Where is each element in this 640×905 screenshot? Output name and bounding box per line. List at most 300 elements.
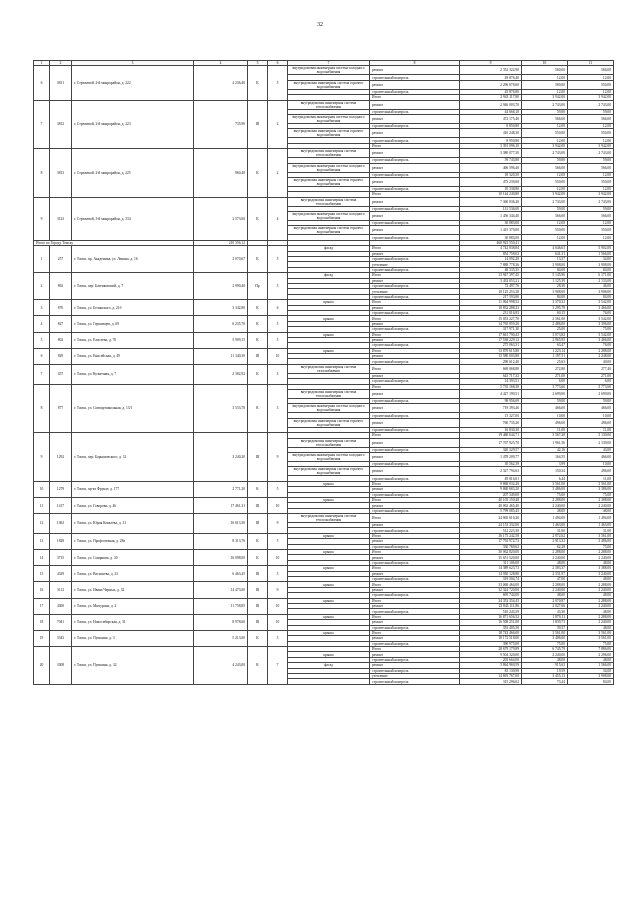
max-unit-cost: 59,00 — [568, 206, 614, 211]
work-system: крыша — [288, 598, 370, 603]
row-number: 6 — [34, 348, 50, 364]
table-row — [34, 100, 614, 109]
floors: 10 — [268, 614, 288, 630]
cost: 33 068 464,00 — [460, 582, 522, 587]
max-unit-cost: 84,00 — [568, 267, 614, 272]
address: г. Томск, ул. Кузнечная, д. 7 — [72, 364, 194, 384]
work-type: ремонт — [370, 373, 460, 378]
work-system: внутридомовая инженерная система теплоснабжения — [288, 100, 370, 109]
work-system: фасад — [288, 273, 370, 278]
unit-cost: 560,00 — [522, 66, 568, 75]
cost: 24 065 610,20 — [460, 514, 522, 523]
cost: 512 223,30 — [460, 528, 522, 533]
unit-cost: 59,00 — [522, 399, 568, 404]
max-unit-cost: 2 288,00 — [568, 614, 614, 619]
work-system: внутридомовая инженерная система горячего водоснабжения — [288, 129, 370, 138]
area: 2 382,92 — [194, 364, 248, 384]
column-header: 6 — [268, 61, 288, 66]
max-unit-cost: 48,00 — [568, 508, 614, 513]
unit-cost: 48,00 — [522, 657, 568, 662]
unit-cost: 1 223,14 — [522, 348, 568, 353]
cost: 275 063,31 — [460, 343, 522, 348]
floors: 3 — [268, 384, 288, 433]
unit-cost: 42,16 — [522, 447, 568, 452]
work-type: Итого — [370, 316, 460, 321]
cost: 14 693 767,00 — [460, 674, 522, 679]
max-unit-cost: 3 486,00 — [568, 539, 614, 544]
cost: 1 478 209,77 — [460, 452, 522, 461]
cost: 10 144 240,80 — [460, 192, 522, 197]
max-unit-cost: 59,00 — [568, 109, 614, 114]
work-type: Итого — [370, 348, 460, 353]
max-unit-cost: 12,00 — [568, 221, 614, 226]
work-system: внутридомовая инженерная система теплоснабжения — [288, 197, 370, 206]
row-number: 14 — [34, 550, 50, 566]
max-unit-cost: 3 542,00 — [568, 300, 614, 305]
address: г. Томск, пр. Академика, ул. Ленина, д. 16 — [72, 246, 194, 273]
max-unit-cost: 496,00 — [568, 418, 614, 427]
work-type: Итого — [370, 614, 460, 619]
work-type: строительный контроль — [370, 206, 460, 211]
building-id: 1363 — [50, 514, 72, 534]
cost: 10 338,80 — [460, 186, 522, 191]
cost: 9 504 320,00 — [460, 652, 522, 657]
address: г. Томск, ул. Ивана Черных, д. 32 — [72, 582, 194, 598]
max-unit-cost: 48,00 — [568, 657, 614, 662]
building-id: 4300 — [50, 598, 72, 614]
work-type: Итого — [370, 630, 460, 635]
building-class: К — [248, 197, 268, 240]
unit-cost: 3 773,60 — [522, 384, 568, 389]
floors: 2 — [268, 149, 288, 198]
cost: 695 744,00 — [460, 593, 522, 598]
area: 16 613,30 — [194, 514, 248, 534]
work-system: крыша — [288, 652, 370, 657]
max-unit-cost: 34,00 — [568, 257, 614, 262]
work-type: строительный контроль — [370, 657, 460, 662]
column-header: 8 — [370, 61, 460, 66]
work-type: ремонт — [370, 503, 460, 508]
work-type: Итого — [370, 566, 460, 571]
row-number: 1 — [34, 246, 50, 273]
work-type: Итого — [370, 481, 460, 486]
cost: 10 832 288,33 — [460, 305, 522, 310]
work-type: строительный контроль — [370, 668, 460, 673]
building-class: К — [248, 246, 268, 273]
unit-cost: 150,34 — [522, 467, 568, 476]
work-system: внутридомовая инженерная система теплоснабжения — [288, 390, 370, 399]
address: г. Томск, пр-кт Фрунзе, д. 177 — [72, 481, 194, 497]
cost: 40 105 150,48 — [460, 497, 522, 502]
cost: 406 596,40 — [460, 163, 522, 172]
unit-cost: 84,00 — [522, 267, 568, 272]
max-unit-cost: 2 240,00 — [568, 503, 614, 508]
row-number: 20 — [34, 647, 50, 685]
work-type: ремонт — [370, 354, 460, 359]
work-type: строительный контроль — [370, 89, 460, 94]
work-type: ремонт — [370, 226, 460, 235]
address: г. Томск, ул. Елисеева, д. 70 — [72, 332, 194, 348]
table-row — [34, 514, 614, 523]
max-unit-cost: 3 942,00 — [568, 143, 614, 148]
work-type: Итого — [370, 497, 460, 502]
max-unit-cost: 84,00 — [568, 294, 614, 299]
unit-cost: 496,00 — [522, 418, 568, 427]
floors: 4 — [268, 197, 288, 240]
row-number: 4 — [34, 316, 50, 332]
work-type: строительный контроль — [370, 379, 460, 384]
max-unit-cost: 1 566,00 — [568, 663, 614, 668]
max-unit-cost: 1 494,00 — [568, 514, 614, 523]
floors: 9 — [268, 582, 288, 598]
unit-cost: 12,00 — [522, 172, 568, 177]
cost: 24 153 332,00 — [460, 523, 522, 528]
work-system: крыша — [288, 300, 370, 305]
work-type: утепление — [370, 674, 460, 679]
work-type: строительный контроль — [370, 577, 460, 582]
max-unit-cost: 3 542,00 — [568, 316, 614, 321]
cost: 23 843 111,86 — [460, 603, 522, 608]
cost: 14 092,28 — [460, 257, 522, 262]
unit-cost: 12,00 — [522, 138, 568, 143]
address: г. Томск, ул. Васильева, д. 23 — [72, 566, 194, 582]
building-class: Ш — [248, 566, 268, 582]
building-id: 1279 — [50, 481, 72, 497]
building-id: 829 — [50, 348, 72, 364]
building-class: Ш — [248, 582, 268, 598]
row-number: 8 — [34, 384, 50, 433]
area: 2 573,60 — [194, 197, 248, 240]
unit-cost: 566,00 — [522, 163, 568, 172]
max-unit-cost: 10,00 — [568, 461, 614, 466]
unit-cost: 2 743,00 — [522, 197, 568, 206]
cost: 390 975,00 — [460, 641, 522, 646]
building-id: 3812 — [50, 100, 72, 149]
building-id: 3715 — [50, 550, 72, 566]
work-type: ремонт — [370, 212, 460, 221]
building-id: 802 — [50, 332, 72, 348]
area: 11 758,85 — [194, 598, 248, 614]
unit-cost: 2 240,00 — [522, 503, 568, 508]
row-number: 7 — [34, 364, 50, 384]
cost: 11 064 998,52 — [460, 300, 522, 305]
cost: 315 296,02 — [460, 679, 522, 684]
unit-cost: 1 879,13 — [522, 614, 568, 619]
work-type: ремонт — [370, 452, 460, 461]
unit-cost: 25,63 — [522, 359, 568, 364]
cost: 1 456 344,40 — [460, 212, 522, 221]
cost: 131 536,00 — [460, 206, 522, 211]
work-type: строительный контроль — [370, 172, 460, 177]
unit-cost: 1 197,51 — [522, 354, 568, 359]
unit-cost: 6 745,79 — [522, 647, 568, 652]
cost: 83 130,98 — [460, 668, 522, 673]
building-id: 3813 — [50, 149, 72, 198]
cost: 8 950,80 — [460, 138, 522, 143]
cost: 32 324 720,00 — [460, 587, 522, 592]
unit-cost: 164,55 — [522, 452, 568, 461]
unit-cost: 13,57 — [522, 257, 568, 262]
work-type: ремонт — [370, 404, 460, 413]
building-class: Ш — [248, 598, 268, 614]
work-system: внутридомовая инженерная система холодного водоснабжения — [288, 452, 370, 461]
cost: 203 664,00 — [460, 657, 522, 662]
row-number: 9 — [34, 433, 50, 482]
unit-cost: 3 295,78 — [522, 305, 568, 310]
work-type: Итого — [370, 300, 460, 305]
unit-cost: 550,00 — [522, 129, 568, 138]
cost: 4 427 199,51 — [460, 390, 522, 399]
cost: 98 956,69 — [460, 399, 522, 404]
max-unit-cost: 3 386,00 — [568, 487, 614, 492]
work-type: строительный контроль — [370, 310, 460, 315]
max-unit-cost: 466,00 — [568, 452, 614, 461]
work-system: внутридомовая инженерная система холодного водоснабжения — [288, 212, 370, 221]
max-unit-cost: 12,00 — [568, 186, 614, 191]
cost: 2 946 003,70 — [460, 100, 522, 109]
work-type: ремонт — [370, 523, 460, 528]
cost: 231 016,93 — [460, 310, 522, 315]
building-id: 827 — [50, 316, 72, 332]
max-unit-cost: 3 908,00 — [568, 674, 614, 679]
cost: 643 717,32 — [460, 373, 522, 378]
work-type: ремонт — [370, 603, 460, 608]
max-unit-cost: 84,00 — [568, 679, 614, 684]
max-unit-cost: 3 388,00 — [568, 566, 614, 571]
work-system: крыша — [288, 533, 370, 538]
row-number: 15 — [34, 566, 50, 582]
max-unit-cost: 2 388,00 — [568, 497, 614, 502]
row-number: 19 — [34, 630, 50, 646]
cost: 760 735,20 — [460, 418, 522, 427]
building-id: 1828 — [50, 533, 72, 549]
work-type: ремонт — [370, 66, 460, 75]
cost: 669 068,88 — [460, 364, 522, 373]
work-system: внутридомовая инженерная система холодного водоснабжения — [288, 114, 370, 123]
work-system: крыша — [288, 630, 370, 635]
unit-cost: 641,31 — [522, 251, 568, 256]
max-unit-cost: 2 288,00 — [568, 348, 614, 353]
max-unit-cost: 3 908,00 — [568, 262, 614, 267]
building-id: 3343 — [50, 630, 72, 646]
max-unit-cost: 271,00 — [568, 373, 614, 378]
max-unit-cost: 6 171,00 — [568, 273, 614, 278]
max-unit-cost: 12,00 — [568, 123, 614, 128]
work-system: крыша — [288, 481, 370, 486]
address: г. Томск, ул. Енисейская, д. 49 — [72, 348, 194, 364]
floors: 10 — [268, 497, 288, 513]
building-class: Ш — [248, 433, 268, 482]
max-unit-cost: 2 248,00 — [568, 354, 614, 359]
cost: 30 883,00 — [460, 235, 522, 240]
unit-cost: 2 240,00 — [522, 652, 568, 657]
work-type: ремонт — [370, 163, 460, 172]
unit-cost: 3 942,00 — [522, 95, 568, 100]
work-type: строительный контроль — [370, 109, 460, 114]
work-system: фасад — [288, 663, 370, 668]
max-unit-cost: 2 288,00 — [568, 550, 614, 555]
unit-cost: 62,28 — [522, 544, 568, 549]
max-unit-cost: 48,00 — [568, 560, 614, 565]
max-unit-cost: 2 743,00 — [568, 197, 614, 206]
work-type: строительный контроль — [370, 123, 460, 128]
column-header: 5 — [248, 61, 268, 66]
cost: 17 661 790,43 — [460, 332, 522, 337]
cost: 2 327 794,63 — [460, 467, 522, 476]
cost: 40 063 465,40 — [460, 503, 522, 508]
unit-cost: 1 494,00 — [522, 514, 568, 523]
work-type: ремонт — [370, 197, 460, 206]
max-unit-cost: 48,00 — [568, 609, 614, 614]
area: 8 978,60 — [194, 614, 248, 630]
max-unit-cost: 12,00 — [568, 172, 614, 177]
row-number: 12 — [34, 514, 50, 534]
max-unit-cost: 550,00 — [568, 129, 614, 138]
work-type: строительный контроль — [370, 267, 460, 272]
cost: 49 816,81 — [460, 476, 522, 481]
building-class: Ш — [248, 348, 268, 364]
cost: 18 743 466,00 — [460, 630, 522, 635]
max-unit-cost: 48,00 — [568, 593, 614, 598]
work-type: ремонт — [370, 305, 460, 310]
work-type: ремонт — [370, 620, 460, 625]
work-type: строительный контроль — [370, 625, 460, 630]
cost: 3 391 096,10 — [460, 143, 522, 148]
work-type: Итого — [370, 598, 460, 603]
address: г. Томск, ул. Гершивцев, д. 69 — [72, 316, 194, 332]
work-type: ремонт — [370, 587, 460, 592]
building-id: 1292 — [50, 433, 72, 482]
unit-cost: 550,00 — [522, 226, 568, 235]
max-unit-cost: 3 561,00 — [568, 630, 614, 635]
work-type: строительный контроль — [370, 476, 460, 481]
unit-cost: 59,00 — [522, 109, 568, 114]
work-system: внутридомовая инженерная система холодного водоснабжения — [288, 404, 370, 413]
work-system: фасад — [288, 246, 370, 251]
address: г. Стрежевой, 2-й микрорайон, д. 222 — [72, 66, 194, 100]
unit-cost: 48,00 — [522, 560, 568, 565]
building-class: К — [248, 533, 268, 549]
row-number: 2 — [34, 273, 50, 300]
work-type: ремонт — [370, 571, 460, 576]
area: 17 461,31 — [194, 497, 248, 513]
work-system: крыша — [288, 614, 370, 619]
work-type: строительный контроль — [370, 544, 460, 549]
work-type: строительный контроль — [370, 294, 460, 299]
building-class: К — [248, 316, 268, 332]
work-type: ремонт — [370, 321, 460, 326]
unit-cost: 2 240,00 — [522, 555, 568, 560]
floors: 5 — [268, 566, 288, 582]
cost: 9 860 683,20 — [460, 487, 522, 492]
floors: 3 — [268, 364, 288, 384]
unit-cost: 12,00 — [522, 186, 568, 191]
work-type: ремонт — [370, 177, 460, 186]
cost: 2 352 322,90 — [460, 66, 522, 75]
building-class: К — [248, 66, 268, 100]
cost: 320 329,57 — [460, 447, 522, 452]
cost: 330 769,62 — [460, 544, 522, 549]
cost: 13 870 615,80 — [460, 348, 522, 353]
work-type: Итого — [370, 647, 460, 652]
table-row — [34, 149, 614, 158]
max-unit-cost: 12,00 — [568, 75, 614, 80]
unit-cost: 5 145,96 — [522, 273, 568, 278]
column-header: 4 — [194, 61, 248, 66]
cost: 24 353 354,45 — [460, 598, 522, 603]
work-system: внутридомовая инженерная система теплоснабжения — [288, 149, 370, 158]
work-type: строительный контроль — [370, 235, 460, 240]
row-number: 9 — [34, 197, 50, 240]
cost: 217 593,80 — [460, 294, 522, 299]
cost: 3 433 053,21 — [460, 278, 522, 283]
work-type: строительный контроль — [370, 283, 460, 288]
address: г. Томск, ул. Профсоюзная, д. 28а — [72, 533, 194, 549]
work-type: строительный контроль — [370, 528, 460, 533]
building-class: К — [248, 481, 268, 497]
work-type: ремонт — [370, 129, 460, 138]
work-type: утепление — [370, 262, 460, 267]
unit-cost: 3 942,00 — [522, 143, 568, 148]
cost: 510 243,59 — [460, 609, 522, 614]
column-header: 10 — [522, 61, 568, 66]
max-unit-cost: 2 743,00 — [568, 149, 614, 158]
cost: 15 327,00 — [460, 413, 522, 418]
floors: 5 — [268, 533, 288, 549]
unit-cost: 915,63 — [522, 663, 568, 668]
max-unit-cost: 11,00 — [568, 427, 614, 432]
work-type: строительный контроль — [370, 186, 460, 191]
row-number: 18 — [34, 614, 50, 630]
cost: 16 508 251,00 — [460, 620, 522, 625]
max-unit-cost: 34,00 — [568, 668, 614, 673]
table-row — [34, 197, 614, 206]
address: г. Томск, пер. Батенковский, д. 7 — [72, 273, 194, 300]
building-class: Пр — [248, 273, 268, 300]
work-type: Итого — [370, 550, 460, 555]
area: 2 070,67 — [194, 246, 248, 273]
cost: 1 415 370,00 — [460, 226, 522, 235]
max-unit-cost: 40,00 — [568, 359, 614, 364]
floors: 5 — [268, 246, 288, 273]
max-unit-cost: 48,00 — [568, 625, 614, 630]
work-system: внутридомовая инженерная система холодного водоснабжения — [288, 163, 370, 172]
floors: 10 — [268, 598, 288, 614]
building-class: К — [248, 630, 268, 646]
row-number: 13 — [34, 533, 50, 549]
max-unit-cost: 3 942,00 — [568, 95, 614, 100]
unit-cost: 466,00 — [522, 404, 568, 413]
max-unit-cost: 3 466,00 — [568, 337, 614, 342]
address: г. Томск, ул. Говорова, д. 46 — [72, 497, 194, 513]
work-system: крыша — [288, 348, 370, 353]
floors: 9 — [268, 514, 288, 534]
max-unit-cost: 10,00 — [568, 413, 614, 418]
unit-cost: 60,15 — [522, 310, 568, 315]
cost: 48 335,35 — [460, 267, 522, 272]
max-unit-cost: 2 296,00 — [568, 652, 614, 657]
cost: 16 830,30 — [460, 427, 522, 432]
max-unit-cost: 12,00 — [568, 235, 614, 240]
max-unit-cost: 48,00 — [568, 577, 614, 582]
address: г. Томск, ул. Смирнова, д. 30 — [72, 550, 194, 566]
work-system: внутридомовая инженерная система горячего водоснабжения — [288, 177, 370, 186]
building-id: 4329 — [50, 566, 72, 582]
work-type: строительный контроль — [370, 593, 460, 598]
row-number: 17 — [34, 598, 50, 614]
unit-cost: 6,00 — [522, 379, 568, 384]
unit-cost: 566,00 — [522, 114, 568, 123]
